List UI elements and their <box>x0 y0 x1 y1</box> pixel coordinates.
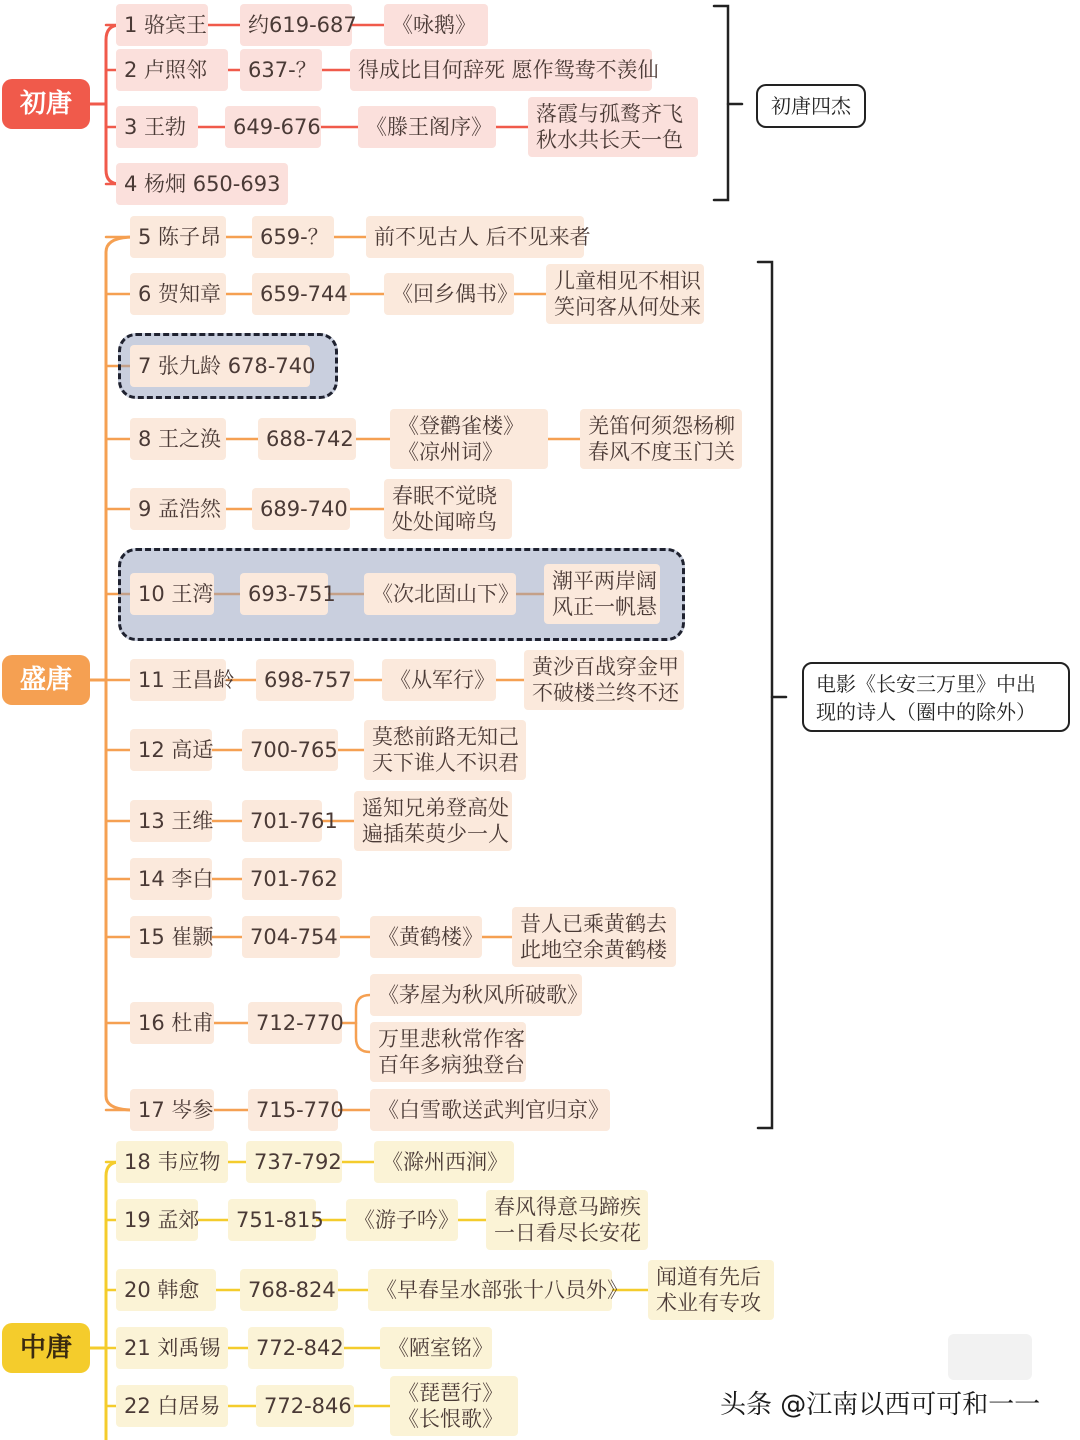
poet-1-work: 《咏鹅》 <box>384 4 488 46</box>
poet-1-name: 1 骆宾王 <box>116 4 208 46</box>
poet-14-date: 701-762 <box>242 858 342 900</box>
poet-5-line: 前不见古人 后不见来者 <box>366 216 584 258</box>
poet-13-name: 13 王维 <box>130 800 212 842</box>
era-shengtang: 盛唐 <box>2 655 90 705</box>
poet-6-line: 儿童相见不相识 笑问客从何处来 <box>546 264 704 324</box>
poet-19-line: 春风得意马蹄疾 一日看尽长安花 <box>486 1190 648 1250</box>
poet-22-name: 22 白居易 <box>116 1385 228 1427</box>
poet-21-work: 《陋室铭》 <box>380 1327 492 1369</box>
poet-15-name: 15 崔颢 <box>130 916 212 958</box>
poet-7-name: 7 张九龄 678-740 <box>130 345 310 387</box>
poet-3-work: 《滕王阁序》 <box>358 106 496 148</box>
poet-18-date: 737-792 <box>246 1141 342 1183</box>
poet-10-work: 《次北固山下》 <box>364 573 516 615</box>
poet-12-line: 莫愁前路无知己 天下谁人不识君 <box>364 720 526 780</box>
poet-5-name: 5 陈子昂 <box>130 216 226 258</box>
poet-13-line: 遥知兄弟登高处 遍插茱萸少一人 <box>354 791 512 851</box>
poet-3-line: 落霞与孤鹜齐飞 秋水共长天一色 <box>528 97 698 157</box>
poet-2-name: 2 卢照邻 <box>116 49 228 91</box>
poet-8-date: 688-742 <box>258 418 356 460</box>
poet-12-name: 12 高适 <box>130 729 212 771</box>
note-chutang-four-masters-text: 初唐四杰 <box>771 94 851 118</box>
poet-2-date: 637-？ <box>240 49 322 91</box>
poet-10-name: 10 王湾 <box>130 573 214 615</box>
poet-6-date: 659-744 <box>252 273 350 315</box>
poet-9-name: 9 孟浩然 <box>130 488 226 530</box>
poet-8-line: 羌笛何须怨杨柳 春风不度玉门关 <box>580 409 742 469</box>
era-chutang: 初唐 <box>2 79 90 129</box>
poet-2-line: 得成比目何辞死 愿作鸳鸯不羡仙 <box>350 49 652 91</box>
poet-15-work: 《黄鹤楼》 <box>370 916 482 958</box>
poet-4-name: 4 杨炯 650-693 <box>116 163 288 205</box>
note-movie-poets <box>802 662 1070 732</box>
poet-18-work: 《滁州西涧》 <box>374 1141 514 1183</box>
poet-12-date: 700-765 <box>242 729 338 771</box>
poet-10-line: 潮平两岸阔 风正一帆悬 <box>544 564 660 624</box>
poet-16-name: 16 杜甫 <box>130 1002 214 1044</box>
poet-17-name: 17 岑参 <box>130 1089 214 1131</box>
poet-11-line: 黄沙百战穿金甲 不破楼兰终不还 <box>524 650 684 710</box>
poet-21-name: 21 刘禹锡 <box>116 1327 228 1369</box>
poet-20-name: 20 韩愈 <box>116 1269 216 1311</box>
poet-15-date: 704-754 <box>242 916 340 958</box>
poet-14-name: 14 李白 <box>130 858 212 900</box>
poet-1-date: 约619-687 <box>240 4 352 46</box>
poet-20-line: 闻道有先后 术业有专攻 <box>648 1260 774 1320</box>
poet-9-line: 春眠不觉晓 处处闻啼鸟 <box>384 479 512 539</box>
note-chutang-four-masters <box>756 84 866 128</box>
poet-19-date: 751-815 <box>228 1199 316 1241</box>
poet-20-date: 768-824 <box>240 1269 338 1311</box>
poet-18-name: 18 韦应物 <box>116 1141 228 1183</box>
poet-6-work: 《回乡偶书》 <box>384 273 514 315</box>
poet-8-work: 《登鹳雀楼》 《凉州词》 <box>390 409 548 469</box>
poet-16-work: 《茅屋为秋风所破歌》 <box>370 974 582 1016</box>
poet-11-work: 《从军行》 <box>382 659 496 701</box>
note-movie-line-1: 电影《长安三万里》中出 <box>816 672 1036 696</box>
poet-16-line: 万里悲秋常作客 百年多病独登台 <box>370 1022 526 1082</box>
poet-19-work: 《游子吟》 <box>346 1199 458 1241</box>
poet-3-date: 649-676 <box>225 106 321 148</box>
poet-17-date: 715-770 <box>248 1089 338 1131</box>
note-movie-line-2: 现的诗人（圈中的除外） <box>816 700 1036 724</box>
poet-9-date: 689-740 <box>252 488 350 530</box>
poet-8-name: 8 王之涣 <box>130 418 226 460</box>
poet-22-work: 《琵琶行》 《长恨歌》 <box>390 1376 518 1436</box>
poet-3-name: 3 王勃 <box>116 106 198 148</box>
era-zhongtang: 中唐 <box>2 1323 90 1373</box>
poet-11-date: 698-757 <box>256 659 354 701</box>
poet-13-date: 701-761 <box>242 800 322 842</box>
poet-19-name: 19 孟郊 <box>116 1199 198 1241</box>
poet-20-work: 《早春呈水部张十八员外》 <box>368 1269 612 1311</box>
poet-5-date: 659-？ <box>252 216 334 258</box>
poet-15-line: 昔人已乘黄鹤去 此地空余黄鹤楼 <box>512 907 676 967</box>
watermark-text: 头条 @江南以西可可和一一 <box>720 1390 1041 1420</box>
poet-6-name: 6 贺知章 <box>130 273 226 315</box>
poet-16-date: 712-770 <box>248 1002 342 1044</box>
poet-17-work: 《白雪歌送武判官归京》 <box>370 1089 610 1131</box>
poet-10-date: 693-751 <box>240 573 328 615</box>
poet-21-date: 772-842 <box>248 1327 344 1369</box>
poet-22-date: 772-846 <box>256 1385 354 1427</box>
poet-11-name: 11 王昌龄 <box>130 659 226 701</box>
